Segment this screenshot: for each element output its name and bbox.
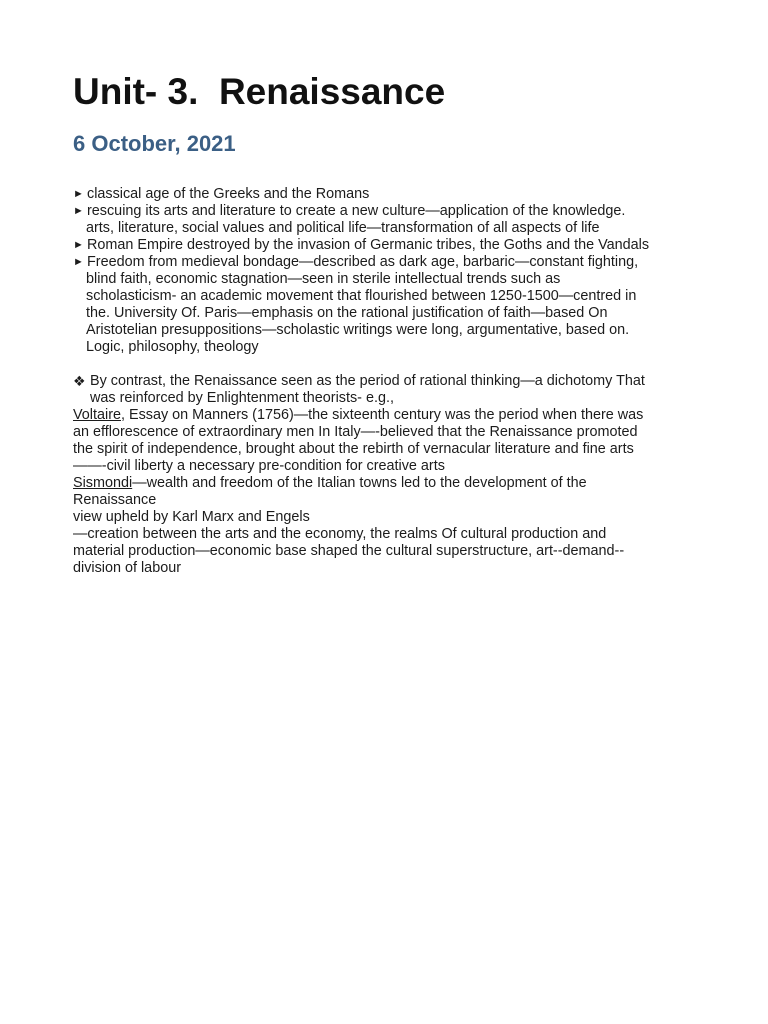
bullet-continuation-line: Aristotelian presuppositions—scholastic writings were long, argumentative, based on.	[86, 322, 630, 338]
bullet-item	[73, 237, 713, 254]
bullet-item	[73, 203, 713, 220]
bullet-continuation-line: scholasticism- an academic movement that flourished between 1250-1500—centred in	[86, 288, 637, 304]
sismondi-continuation-line: Renaissance	[73, 492, 157, 508]
diamond-bullet-icon: ❖	[73, 373, 86, 389]
voltaire-line	[73, 407, 713, 424]
bullet-line: Freedom from medieval bondage—described as dark age, barbaric—constant fighting,	[87, 254, 639, 270]
paragraph-spacer	[73, 356, 713, 373]
bullet-arrow-icon: ►	[73, 256, 84, 268]
bullet-arrow-icon: ►	[73, 239, 84, 251]
sismondi-text: —wealth and freedom of the Italian towns led to the development of the	[132, 475, 587, 491]
sismondi-line	[73, 475, 713, 492]
marx-line: division of labour	[73, 560, 181, 576]
voltaire-continuation-line: ——-civil liberty a necessary pre-condition for creative arts	[73, 458, 445, 474]
voltaire-name: Voltaire	[73, 407, 121, 423]
diamond-line: By contrast, the Renaissance seen as the period of rational thinking—a dichotomy That	[90, 373, 645, 389]
date-heading: 6 October, 2021	[73, 131, 236, 156]
bullet-item	[73, 186, 713, 203]
marx-line: view upheld by Karl Marx and Engels	[73, 509, 310, 525]
sismondi-name: Sismondi	[73, 475, 133, 491]
bullet-continuation-line: the. University Of. Paris—emphasis on the rational justification of faith—based On	[86, 305, 608, 321]
diamond-item	[73, 373, 713, 390]
voltaire-continuation-line: an efflorescence of extraordinary men In Italy—-believed that the Renaissance promoted	[73, 424, 638, 440]
bullet-line: Roman Empire destroyed by the invasion of Germanic tribes, the Goths and the Vandals	[87, 237, 650, 253]
bullet-arrow-icon: ►	[73, 188, 84, 200]
notes-body	[73, 186, 713, 577]
voltaire-continuation-line: the spirit of independence, brought about the rebirth of vernacular literature and fine arts	[73, 441, 634, 457]
bullet-line: rescuing its arts and literature to create a new culture—application of the knowledge.	[87, 203, 626, 219]
diamond-continuation-line: was reinforced by Enlightenment theorists- e.g.,	[90, 390, 394, 406]
bullet-continuation-line: arts, literature, social values and political life—transformation of all aspects of life	[86, 220, 600, 236]
marx-line: material production—economic base shaped the cultural superstructure, art--demand--	[73, 543, 625, 559]
page-title: Unit- 3. Renaissance	[73, 71, 446, 112]
bullet-line: classical age of the Greeks and the Romans	[87, 186, 370, 202]
voltaire-text: , Essay on Manners (1756)—the sixteenth century was the period when there was	[121, 407, 644, 423]
bullet-arrow-icon: ►	[73, 205, 84, 217]
bullet-continuation-line: Logic, philosophy, theology	[86, 339, 259, 355]
bullet-continuation-line: blind faith, economic stagnation—seen in sterile intellectual trends such as	[86, 271, 561, 287]
marx-line: —creation between the arts and the economy, the realms Of cultural production and	[73, 526, 607, 542]
bullet-item	[73, 254, 713, 271]
